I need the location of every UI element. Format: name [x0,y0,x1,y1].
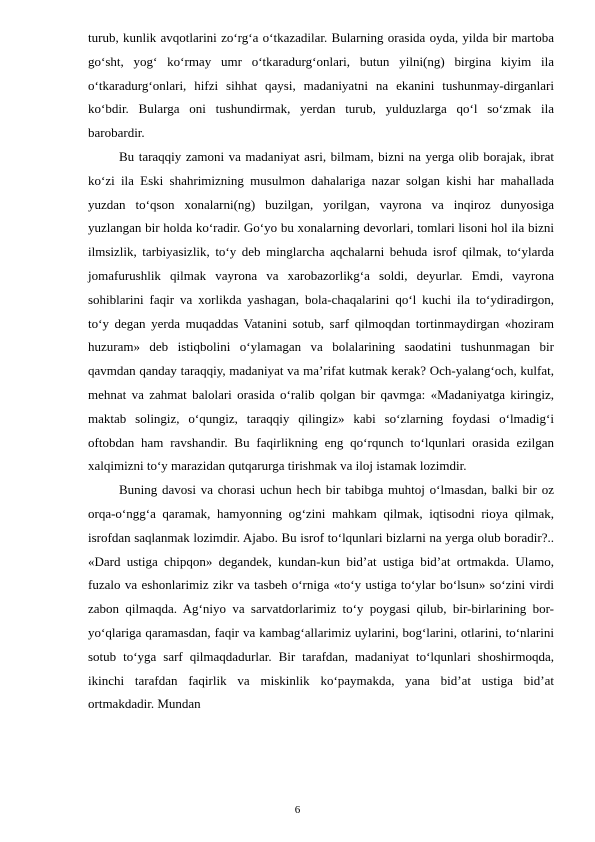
paragraph-remedy: Buning davosi va chorasi uchun hech bir tabibga muhtoj o‘lmasdan, balki bir oz orqa-o‘ngg‘a qaramak, hamyonning og‘zini mahkam qilmak, iqtisodni rioya qilmak, isrofdan saqlanmak lozimdir. Ajabo. Bu isrof to‘lqunlari bizlarni na yerga olub boradir?.. «Dard ustiga chipqon» degandek, kundan-kun bid’at ustiga bid’at ortmakda. Ulamo, fuzalo va eshonlarimiz zikr va tasbeh o‘rniga «to‘y ustiga to‘ylar bo‘lsun» so‘zini virdi zabon qilmaqda. Ag‘niyo va sarvatdorlarimiz to‘y poygasi qilub, bir-birlarining bor-yo‘qlariga qaramasdan, faqir va kambag‘allarimiz uylarini, bog‘larini, otlarini, to‘nlarini sotub to‘yga sarf qilmaqdadurlar. Bir tarafdan, madaniyat to‘lqunlari shoshirmoqda, ikinchi tarafdan faqirlik va miskinlik ko‘paymakda, yana bid’at ustiga bid’at ortmakdadir. Mundan [88,482,554,712]
page-number: 6 [294,804,301,816]
document-page [88,26,554,716]
paragraph-continuation: turub, kunlik avqotlarini zo‘rg‘a o‘tkazadilar. Bularning orasida oyda, yilda bir martoba go‘sht, yog‘ ko‘rmay umr o‘tkaradurg‘onlari, butun yilni(ng) birgina kiyim ila o‘tkaradurg‘onlari, hifzi sihhat qaysi, madaniyatni na ekanini tushunmay-dirganlari ko‘bdir. Bularga oni tushundirmak, yerdan turub, yulduzlarga qo‘l so‘zmak ila barobardir. [88,30,554,141]
paragraph-progress-era: Bu taraqqiy zamoni va madaniyat asri, bilmam, bizni na yerga olib borajak, ibrat ko‘zi ila Eski shahrimizning musulmon dahalariga nazar solgan kishi har mahallada yuzdan to‘qson xonalarni(ng) buzilgan, yorilgan, vayrona va inqiroz dunyosiga yuzlangan bir holda ko‘radir. Go‘yo bu xonalarning devorlari, tomlari lisoni hol ila bizni ilmsizlik, tarbiyasizlik, to‘y deb minglarcha aqchalarni behuda isrof qilmak, to‘ylarda jomafurushlik qilmak vayrona va xarobazorlikg‘a soldi, deyurlar. Emdi, vayrona sohiblarini faqir va xorlikda yashagan, bola-chaqalarini qo‘l kuchi ila to‘ydiradirgon, to‘y degan yerda muqaddas Vatanini sotub, sarf qilmoqdan tortinmaydirgan «hoziram huzuram» deb istiqbolini o‘ylamagan va bolalarining saodatini tushunmagan bir qavmdan qanday taraqqiy, madaniyat va ma’rifat kutmak kerak? Och-yalang‘och, kulfat, mehnat va zahmat balolari orasida o‘ralib qolgan bir qavmga: «Madaniyatga kiringiz, maktab solingiz, o‘qungiz, taraqqiy qilingiz» kabi so‘zlarning foydasi o‘lmadig‘i oftobdan ham ravshandir. Bu faqirlikning eng qo‘rqunch to‘lqunlari orasida ezilgan xalqimizni to‘y marazidan qutqarurga tirishmak va iloj istamak lozimdir. [88,148,554,474]
